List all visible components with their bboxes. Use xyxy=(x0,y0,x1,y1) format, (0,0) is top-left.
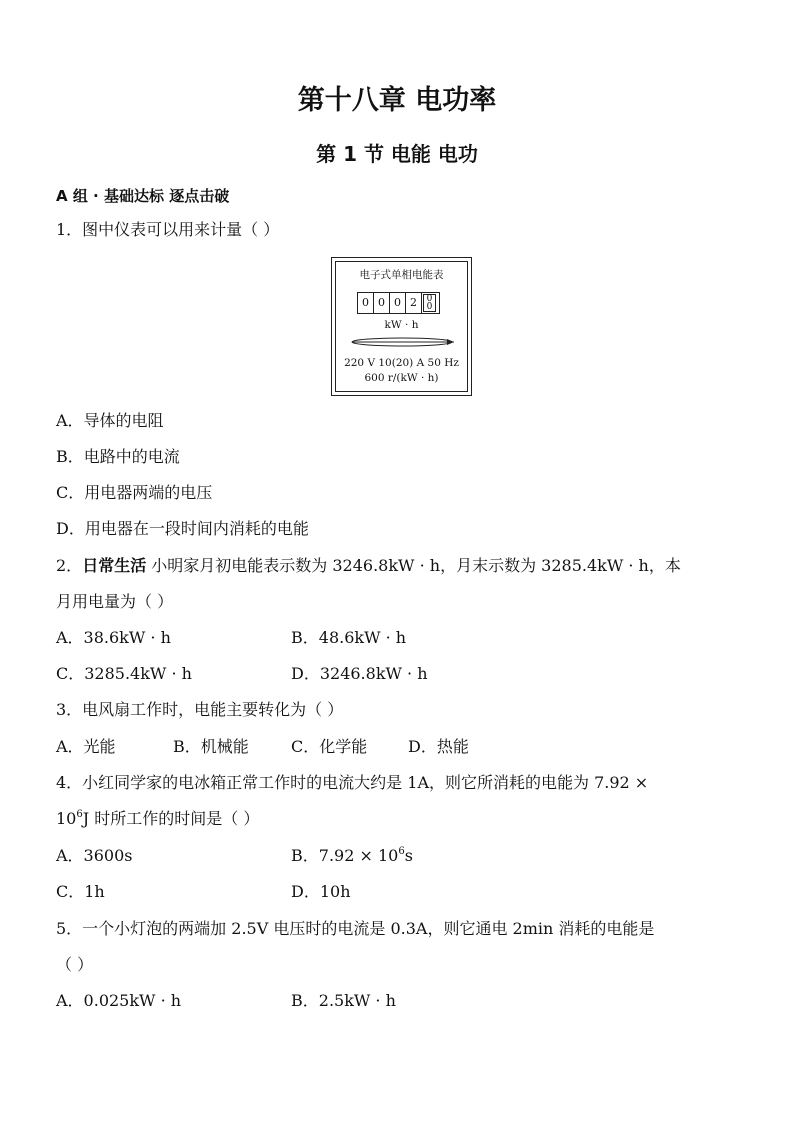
question-1-stem: 1．图中仪表可以用来计量（ ） xyxy=(56,220,280,239)
electric-meter-figure xyxy=(331,257,472,396)
q2-option-c: C．3285.4kW · h xyxy=(56,664,192,683)
group-heading: A 组 · 基础达标 逐点击破 xyxy=(56,187,230,205)
q2-option-d: D．3246.8kW · h xyxy=(291,664,428,683)
chapter-title: 第十八章 电功率 xyxy=(297,85,497,116)
meter-digit: 0 xyxy=(390,293,406,313)
question-4-stem-line2 xyxy=(56,809,259,829)
q1-option-a: A．导体的电阻 xyxy=(56,411,164,430)
meter-disc-icon xyxy=(346,335,458,349)
question-5-stem-line2: （ ） xyxy=(56,955,94,974)
meter-frac-bottom: 0 xyxy=(426,302,433,312)
meter-title: 电子式单相电能表 xyxy=(359,269,444,281)
q2-stem-line1: 小明家月初电能表示数为 3246.8kW · h，月末示数为 3285.4kW · h，本 xyxy=(146,556,681,575)
q4-option-d: D．10h xyxy=(291,882,351,901)
q5-option-b: B．2.5kW · h xyxy=(291,991,396,1010)
q4-option-b xyxy=(291,846,413,866)
q4-b-exponent: 6 xyxy=(398,845,405,857)
q3-option-c: C．化学能 xyxy=(291,737,368,756)
q3-option-d: D．热能 xyxy=(408,737,469,756)
q1-option-b: B．电路中的电流 xyxy=(56,447,180,466)
meter-frac-cell xyxy=(422,293,439,313)
meter-frac-top: 0 xyxy=(426,294,433,304)
meter-constant: 600 r/(kW · h) xyxy=(364,372,439,384)
question-3-stem: 3．电风扇工作时，电能主要转化为（ ） xyxy=(56,700,344,719)
q1-option-c: C．用电器两端的电压 xyxy=(56,483,213,502)
question-5-stem-line1: 5．一个小灯泡的两端加 2.5V 电压时的电流是 0.3A，则它通电 2min 消耗的电能是 xyxy=(56,919,655,938)
q4-b-unit: s xyxy=(404,846,413,865)
meter-digit: 0 xyxy=(358,293,374,313)
q5-option-a: A．0.025kW · h xyxy=(56,991,182,1010)
meter-digit: 0 xyxy=(374,293,390,313)
q4-option-a: A．3600s xyxy=(56,846,133,865)
meter-frac-digit xyxy=(423,294,436,312)
q2-stem-line2: 月用电量为（ ） xyxy=(56,592,174,611)
q2-option-b: B．48.6kW · h xyxy=(291,628,407,647)
q2-option-a: A．38.6kW · h xyxy=(56,628,171,647)
q2-tag: 日常生活 xyxy=(82,556,147,575)
q4-b-base: B．7.92 × 10 xyxy=(291,846,399,865)
meter-digit-window xyxy=(357,292,440,314)
q2-number: 2． xyxy=(56,556,83,575)
question-2-stem xyxy=(56,556,681,576)
q1-option-d: D．用电器在一段时间内消耗的电能 xyxy=(56,519,309,538)
q4-rest: J 时所工作的时间是（ ） xyxy=(82,809,260,828)
meter-spec: 220 V 10(20) A 50 Hz xyxy=(344,357,459,369)
q3-option-b: B．机械能 xyxy=(173,737,249,756)
q4-base: 10 xyxy=(56,809,77,828)
section-title: 第 1 节 电能 电功 xyxy=(316,142,478,166)
q4-option-c: C．1h xyxy=(56,882,105,901)
q4-exponent: 6 xyxy=(76,808,83,820)
meter-unit: kW · h xyxy=(384,319,419,331)
question-4-stem-line1: 4．小红同学家的电冰箱正常工作时的电流大约是 1A，则它所消耗的电能为 7.92 × xyxy=(56,773,649,792)
q3-option-a: A．光能 xyxy=(56,737,116,756)
meter-digit: 2 xyxy=(406,293,422,313)
